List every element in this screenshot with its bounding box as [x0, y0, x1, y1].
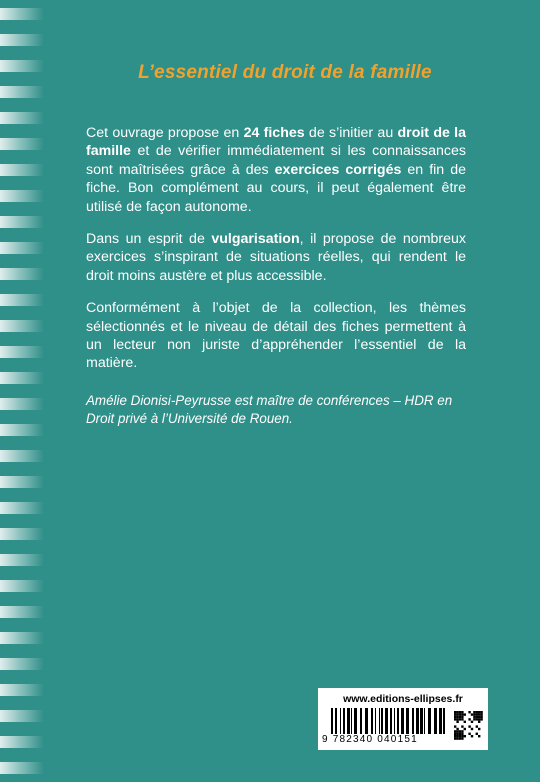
qr-module [459, 716, 461, 718]
publisher-website: www.editions-ellipses.fr [343, 693, 463, 705]
stripe [0, 242, 44, 254]
qr-module [468, 711, 470, 713]
stripe [0, 684, 44, 696]
qr-module [456, 733, 458, 735]
qr-module [461, 711, 463, 713]
barcode-bar [428, 708, 431, 734]
blurb-paragraph [86, 230, 466, 285]
stripe [0, 710, 44, 722]
qr-module [456, 728, 458, 730]
qr-module [478, 728, 480, 730]
qr-module [468, 725, 470, 727]
qr-module [473, 716, 475, 718]
barcode-bar [351, 708, 352, 734]
stripe [0, 502, 44, 514]
qr-module [456, 718, 458, 720]
barcode-bar [434, 708, 437, 734]
barcode-bar [379, 708, 380, 734]
stripe [0, 138, 44, 150]
stripe [0, 398, 44, 410]
qr-module [468, 733, 470, 735]
emphasis-text: exercices corrigés [274, 161, 402, 178]
qr-module [480, 711, 482, 713]
stripe [0, 762, 44, 774]
qr-module [480, 718, 482, 720]
stripe [0, 424, 44, 436]
barcode-bar [343, 708, 345, 734]
qr-module [454, 716, 456, 718]
qr-module [464, 735, 466, 737]
stripe [0, 190, 44, 202]
barcode-bar [401, 708, 404, 734]
stripe [0, 268, 44, 280]
isbn-barcode [323, 708, 449, 734]
barcode-bar [406, 708, 409, 734]
qr-module [480, 716, 482, 718]
qr-module [461, 725, 463, 727]
qr-code-icon [454, 707, 484, 745]
qr-module [461, 713, 463, 715]
stripe [0, 112, 44, 124]
body-text-run: Conformément à l’objet de la collection, les thèmes sélectionnés et le niveau de détail des fiches permettent à un lecteur non juriste d’appréhender l’essentiel de la matière. [86, 300, 466, 372]
qr-module [476, 718, 478, 720]
qr-module [459, 737, 461, 739]
qr-module [473, 718, 475, 720]
stripe [0, 736, 44, 748]
qr-module [461, 737, 463, 739]
barcode-bar [347, 708, 350, 734]
qr-module [461, 716, 463, 718]
barcode-bar [365, 708, 368, 734]
body-text-run: Cet ouvrage propose en [86, 125, 244, 141]
stripe [0, 606, 44, 618]
barcode-bar [335, 708, 337, 734]
barcode-bar [420, 708, 423, 734]
barcode-bar [375, 708, 376, 734]
body-text-run: de s’initier au [304, 125, 398, 141]
qr-module [476, 716, 478, 718]
qr-module [454, 735, 456, 737]
barcode-bar [390, 708, 392, 734]
blurb-paragraph [86, 124, 466, 216]
qr-module [456, 721, 458, 723]
qr-module [459, 713, 461, 715]
barcode-bar [412, 708, 414, 734]
qr-module [459, 730, 461, 732]
barcode-bar [381, 708, 383, 734]
qr-module [454, 733, 456, 735]
qr-module [456, 713, 458, 715]
qr-module [454, 718, 456, 720]
barcode-bar [416, 708, 419, 734]
stripe [0, 86, 44, 98]
barcode-bar [439, 708, 442, 734]
barcode-bar [385, 708, 388, 734]
qr-module [473, 711, 475, 713]
qr-module [456, 737, 458, 739]
qr-module [478, 718, 480, 720]
qr-module [478, 711, 480, 713]
qr-module [464, 713, 466, 715]
qr-module [478, 713, 480, 715]
barcode-bar [360, 708, 362, 734]
emphasis-text: droit de la famille [86, 125, 467, 160]
qr-module [461, 718, 463, 720]
stripe [0, 8, 44, 20]
qr-module [459, 735, 461, 737]
qr-module [454, 711, 456, 713]
emphasis-text: vulgarisation [211, 231, 300, 248]
stripe [0, 450, 44, 462]
qr-module [471, 735, 473, 737]
qr-module [461, 730, 463, 732]
qr-module [454, 713, 456, 715]
stripe [0, 476, 44, 488]
stripe [0, 632, 44, 644]
blurb-paragraph [86, 299, 466, 373]
stripe [0, 164, 44, 176]
qr-module [471, 728, 473, 730]
qr-module [456, 716, 458, 718]
qr-module [473, 713, 475, 715]
qr-module [459, 711, 461, 713]
qr-module [471, 721, 473, 723]
qr-module [468, 718, 470, 720]
stripe [0, 346, 44, 358]
barcode-panel [318, 688, 488, 750]
qr-module [454, 730, 456, 732]
qr-module [461, 735, 463, 737]
qr-module [478, 735, 480, 737]
barcode-bar [354, 708, 357, 734]
qr-module [454, 737, 456, 739]
emphasis-text: 24 fiches [243, 125, 305, 141]
qr-module [456, 730, 458, 732]
author-note: Amélie Dionisi-Peyrusse est maître de conférences – HDR en Droit privé à l’Université de Rouen. [86, 393, 453, 427]
stripe [0, 528, 44, 540]
stripe [0, 294, 44, 306]
stripe [0, 372, 44, 384]
body-text-run: Dans un esprit de [86, 231, 212, 248]
qr-module [461, 733, 463, 735]
barcode-bar [371, 708, 373, 734]
qr-module [459, 733, 461, 735]
isbn-number: 9 782340 040151 [322, 734, 418, 745]
barcode-bar [331, 708, 333, 734]
qr-module [459, 718, 461, 720]
blurb [86, 124, 466, 387]
cover-title: L’essentiel du droit de la famille [138, 62, 432, 83]
qr-module [476, 725, 478, 727]
qr-module [456, 735, 458, 737]
qr-module [464, 721, 466, 723]
body-text-run: en fin de fiche. Bon complément au cours, il peut également être utilisé de façon autonome. [86, 161, 467, 215]
qr-module [476, 713, 478, 715]
qr-module [464, 728, 466, 730]
stripe [0, 658, 44, 670]
qr-module [471, 713, 473, 715]
decorative-stripes [0, 0, 44, 782]
barcode-bar [424, 708, 425, 734]
qr-module [478, 716, 480, 718]
qr-module [476, 711, 478, 713]
barcode-bar [397, 708, 399, 734]
stripe [0, 34, 44, 46]
stripe [0, 580, 44, 592]
qr-module [476, 733, 478, 735]
qr-module [456, 711, 458, 713]
barcode-bar [443, 708, 445, 734]
qr-module [454, 725, 456, 727]
stripe [0, 216, 44, 228]
stripe [0, 320, 44, 332]
body-text-run: et de vérifier immédiatement si les connaissances sont maîtrisées grâce à des [86, 143, 466, 178]
stripe [0, 554, 44, 566]
barcode-bar [394, 708, 395, 734]
barcode-bar [340, 708, 341, 734]
body-text-run: , il propose de nombreux exercices s’inspirant de situations réelles, qui rendent le droit moins austère et plus accessible. [86, 231, 466, 284]
stripe [0, 60, 44, 72]
qr-module [478, 721, 480, 723]
qr-module [480, 713, 482, 715]
